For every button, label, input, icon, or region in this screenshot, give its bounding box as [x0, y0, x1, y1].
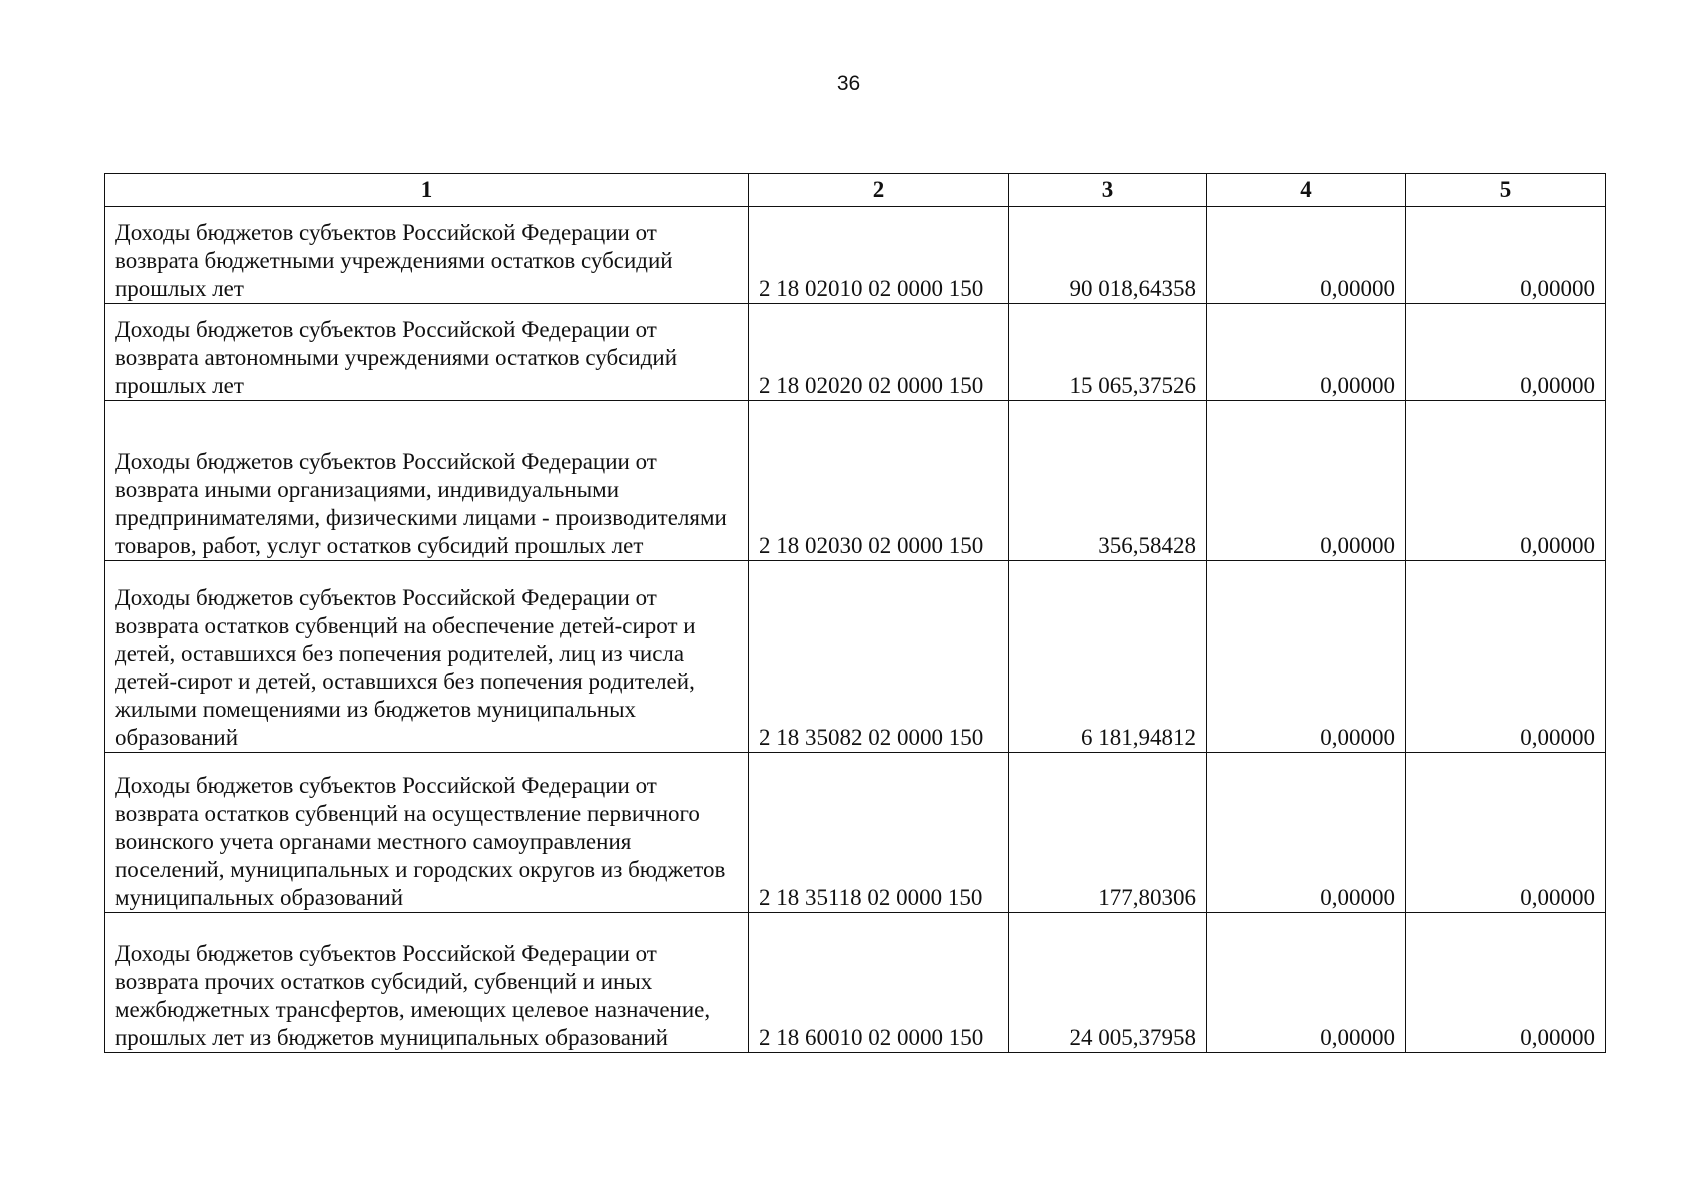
column-header-2: 2: [749, 174, 1009, 207]
row-col3-value: 356,58428: [1009, 401, 1207, 561]
table-header-row: [105, 174, 1606, 207]
table-row: [105, 561, 1606, 753]
page-number: 36: [836, 72, 861, 95]
row-col4-value: 0,00000: [1207, 304, 1406, 401]
row-col3-value: 90 018,64358: [1009, 207, 1207, 304]
row-code: 2 18 02030 02 0000 150: [749, 401, 1009, 561]
row-col3-value: 15 065,37526: [1009, 304, 1207, 401]
row-code: 2 18 02020 02 0000 150: [749, 304, 1009, 401]
row-col5-value: 0,00000: [1406, 913, 1606, 1053]
row-col5-value: 0,00000: [1406, 207, 1606, 304]
row-col4-value: 0,00000: [1207, 913, 1406, 1053]
budget-revenue-table: [104, 173, 1606, 1053]
row-code: 2 18 60010 02 0000 150: [749, 913, 1009, 1053]
table-row: [105, 753, 1606, 913]
row-description: Доходы бюджетов субъектов Российской Федерации от возврата иными организациями, индивидуальными предпринимателями, физическими лицами - производителями товаров, работ, услуг остатков субсидий прошлых лет: [105, 401, 749, 561]
row-col5-value: 0,00000: [1406, 304, 1606, 401]
row-description: Доходы бюджетов субъектов Российской Федерации от возврата автономными учреждениями остатков субсидий прошлых лет: [105, 304, 749, 401]
column-header-5: 5: [1406, 174, 1606, 207]
column-header-4: 4: [1207, 174, 1406, 207]
row-col4-value: 0,00000: [1207, 561, 1406, 753]
row-col4-value: 0,00000: [1207, 207, 1406, 304]
table-row: [105, 401, 1606, 561]
row-description: Доходы бюджетов субъектов Российской Федерации от возврата остатков субвенций на осуществление первичного воинского учета органами местного самоуправления поселений, муниципальных и городских округов из бюджетов муниципальных образований: [105, 753, 749, 913]
row-col3-value: 24 005,37958: [1009, 913, 1207, 1053]
row-col4-value: 0,00000: [1207, 401, 1406, 561]
table-row: [105, 304, 1606, 401]
column-header-3: 3: [1009, 174, 1207, 207]
row-code: 2 18 35082 02 0000 150: [749, 561, 1009, 753]
row-col5-value: 0,00000: [1406, 401, 1606, 561]
row-col3-value: 177,80306: [1009, 753, 1207, 913]
table-row: [105, 207, 1606, 304]
row-description: Доходы бюджетов субъектов Российской Федерации от возврата бюджетными учреждениями остатков субсидий прошлых лет: [105, 207, 749, 304]
table-row: [105, 913, 1606, 1053]
row-col5-value: 0,00000: [1406, 753, 1606, 913]
row-col5-value: 0,00000: [1406, 561, 1606, 753]
row-col4-value: 0,00000: [1207, 753, 1406, 913]
row-code: 2 18 02010 02 0000 150: [749, 207, 1009, 304]
row-col3-value: 6 181,94812: [1009, 561, 1207, 753]
column-header-1: 1: [105, 174, 749, 207]
row-description: Доходы бюджетов субъектов Российской Федерации от возврата остатков субвенций на обеспечение детей-сирот и детей, оставшихся без попечения родителей, лиц из числа детей-сирот и детей, оставшихся без попечения родителей, жилыми помещениями из бюджетов муниципальных образований: [105, 561, 749, 753]
row-code: 2 18 35118 02 0000 150: [749, 753, 1009, 913]
row-description: Доходы бюджетов субъектов Российской Федерации от возврата прочих остатков субсидий, субвенций и иных межбюджетных трансфертов, имеющих целевое назначение, прошлых лет из бюджетов муниципальных образований: [105, 913, 749, 1053]
